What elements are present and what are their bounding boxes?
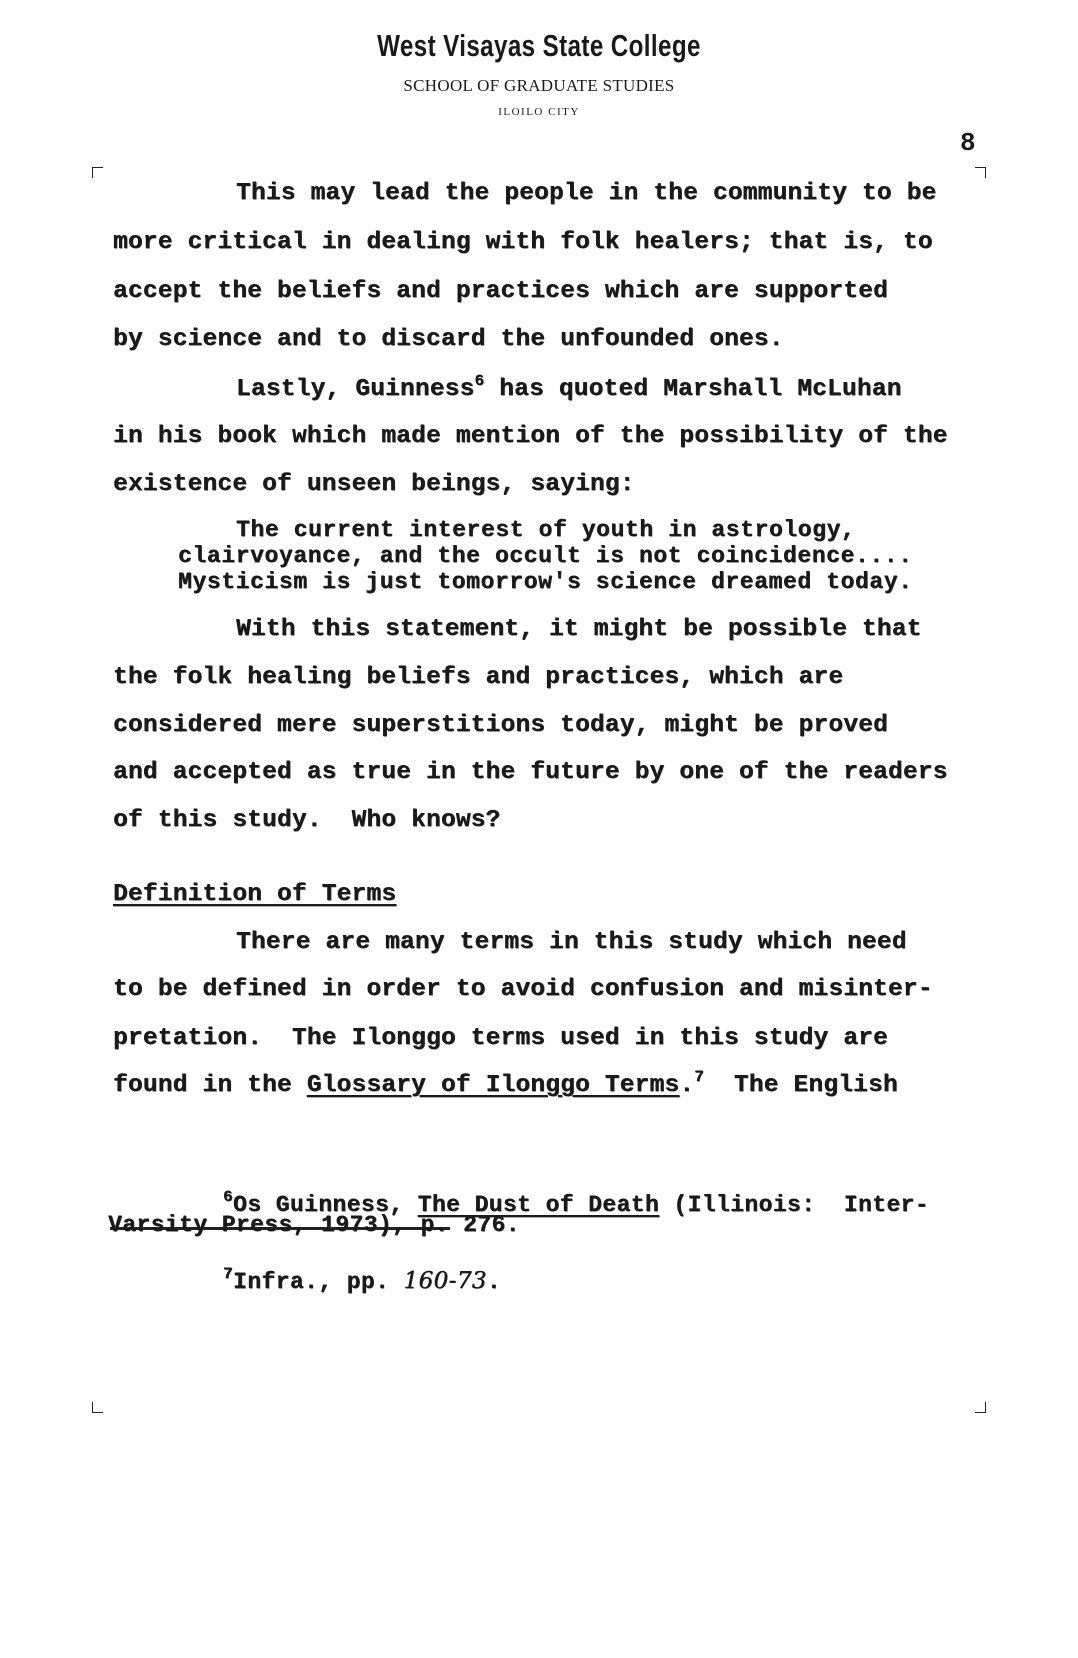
- body-line: considered mere superstitions today, might be proved: [113, 712, 888, 739]
- section-heading: Definition of Terms: [113, 881, 397, 908]
- city-name: ILOILO CITY: [498, 106, 580, 118]
- body-line: more critical in dealing with folk healers; that is, to: [113, 229, 933, 256]
- body-line: of this study. Who knows?: [113, 807, 501, 834]
- text-run: The English: [704, 1072, 898, 1099]
- quote-line: Mysticism is just tomorrow's science dreamed today.: [178, 569, 913, 595]
- text-run: Lastly, Guinness: [236, 376, 475, 403]
- body-line: in his book which made mention of the possibility of the: [113, 423, 948, 450]
- footnote-6-cont: Varsity Press, 1973), p. 276.: [108, 1212, 520, 1238]
- crop-mark-top-left: [92, 167, 103, 178]
- crop-mark-bottom-right: [975, 1402, 986, 1413]
- body-line: existence of unseen beings, saying:: [113, 471, 635, 498]
- school-name: SCHOOL OF GRADUATE STUDIES: [403, 76, 675, 95]
- body-line: by science and to discard the unfounded ones.: [113, 326, 784, 353]
- quote-line: clairvoyance, and the occult is not coincidence....: [178, 543, 913, 569]
- text-run: (Illinois: Inter-: [659, 1192, 929, 1218]
- body-line: pretation. The Ilonggo terms used in this study are: [113, 1025, 888, 1052]
- body-line: [113, 1068, 898, 1099]
- body-line: the folk healing beliefs and practices, which are: [113, 664, 844, 691]
- quote-line: The current interest of youth in astrology,: [236, 517, 856, 543]
- text-run: Infra., pp.: [233, 1269, 404, 1295]
- body-line: This may lead the people in the community to be: [236, 180, 937, 207]
- text-run: has quoted Marshall McLuhan: [484, 376, 902, 403]
- body-line: With this statement, it might be possible that: [236, 616, 922, 643]
- footnote-ref-6: 6: [474, 372, 485, 390]
- text-run: .: [679, 1072, 695, 1099]
- text-run: .: [486, 1269, 501, 1295]
- glossary-reference: Glossary of Ilonggo Terms: [306, 1072, 680, 1099]
- footnote-marker: 7: [223, 1265, 234, 1283]
- body-line: to be defined in order to avoid confusion and misinter-: [113, 976, 933, 1003]
- college-name: West Visayas State College: [377, 28, 701, 63]
- crop-mark-top-right: [975, 167, 986, 178]
- body-line: and accepted as true in the future by one of the readers: [113, 759, 948, 786]
- footnote-7: [223, 1265, 501, 1295]
- page-number: 8: [960, 128, 976, 158]
- footnote-ref-7: 7: [694, 1068, 705, 1086]
- book-title: The Dust of Death: [417, 1192, 660, 1218]
- body-line: There are many terms in this study which need: [236, 929, 907, 956]
- body-line: [236, 372, 902, 403]
- text-run: Os Guinness,: [233, 1192, 418, 1218]
- body-line: accept the beliefs and practices which are supported: [113, 278, 888, 305]
- handwritten-pages: 160-73: [403, 1268, 487, 1294]
- footnote-marker: 6: [223, 1188, 234, 1206]
- text-run: found in the: [113, 1072, 307, 1099]
- crop-mark-bottom-left: [92, 1402, 103, 1413]
